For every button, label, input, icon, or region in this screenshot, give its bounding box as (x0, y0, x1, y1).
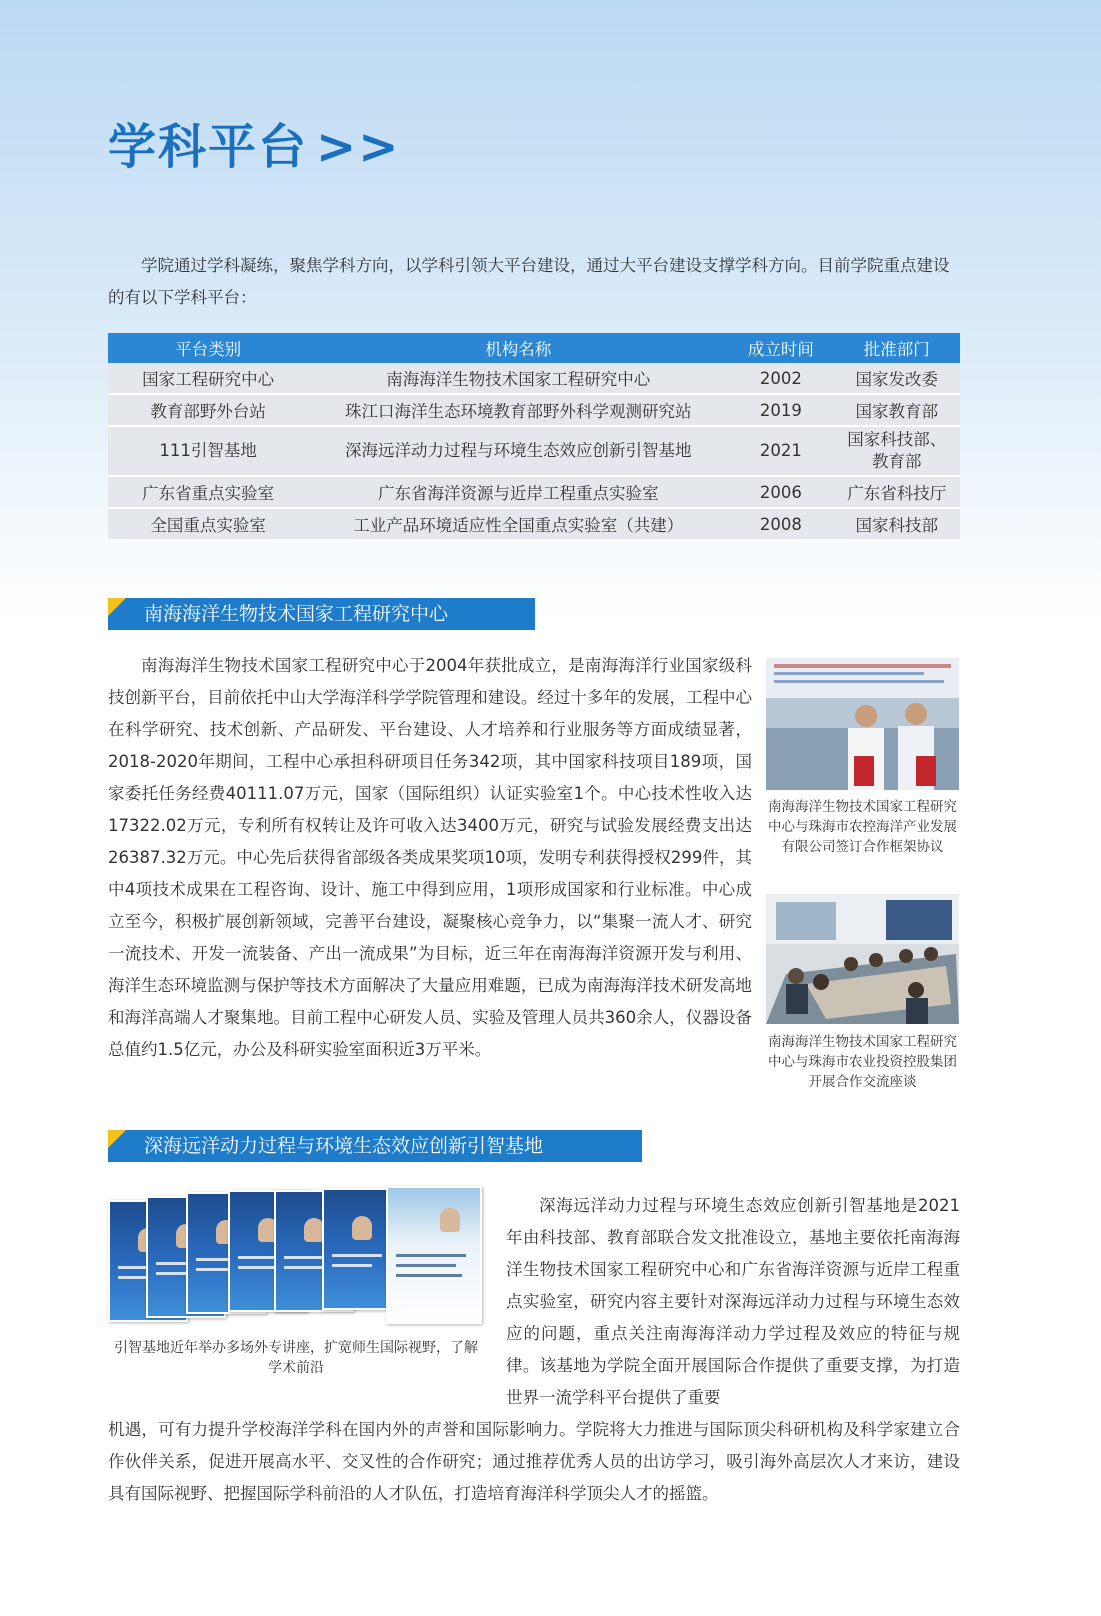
table-cell: 全国重点实验室 (108, 508, 308, 540)
table-header-cell: 批准部门 (834, 333, 961, 363)
title-chevron-icon: >> (316, 119, 401, 175)
table-header-cell: 机构名称 (308, 333, 728, 363)
table-cell: 广东省海洋资源与近岸工程重点实验室 (308, 476, 728, 508)
table-cell: 国家科技部、教育部 (834, 426, 961, 476)
section1-body: 南海海洋生物技术国家工程研究中心于2004年获批成立，是南海海洋行业国家级科技创新平台，目前依托中山大学海洋科学学院管理和建设。经过十多年的发展，工程中心在科学研究、技术创新、产品研发、平台建设、人才培养和行业服务等方面成绩显著，2018-2020年期间，工程中心承担科研项目任务342项，其中国家科技项目189项，国家委托任务经费40111.07万元，国家（国际组织）认证实验室1个。中心技术性收入达17322.02万元，专利所有权转让及许可收入达3400万元，研究与试验发展经费支出达26387.32万元。中心先后获得省部级各类成果奖项10项，发明专利获得授权299件，其中4项技术成果在工程咨询、设计、施工中得到应用，1项形成国家和行业标准。中心成立至今，积极扩展创新领域，完善平台建设，凝聚核心竞争力，以“集聚一流人才、研究一流技术、开发一流装备、产出一流成果”为目标，近三年在南海海洋资源开发与利用、海洋生态环境监测与保护等技术方面解决了大量应用难题，已成为南海海洋技术研发高地和海洋高端人才聚集地。目前工程中心研发人员、实验及管理人员共360余人，仪器设备总值约1.5亿元，办公及科研实验室面积近3万平米。 (108, 656, 752, 1059)
table-cell: 国家发改委 (834, 363, 961, 394)
section2-body-b: 机遇，可有力提升学校海洋学科在国内外的声誉和国际影响力。学院将大力推进与国际顶尖科研机构及科学家建立合作伙伴关系，促进开展高水平、交叉性的合作研究；通过推荐优秀人员的出访学习，吸引海外高层次人才来访，建设具有国际视野、把握国际学科前沿的人才队伍，打造培育海洋科学顶尖人才的摇篮。 (108, 1420, 960, 1503)
table-cell: 2002 (728, 363, 833, 394)
posters-caption: 引智基地近年举办多场外专讲座，扩宽师生国际视野，了解学术前沿 (114, 1340, 478, 1376)
table-cell: 2006 (728, 476, 833, 508)
table-row (108, 426, 960, 476)
meeting-photo (766, 894, 959, 1024)
lecture-poster-featured (386, 1186, 482, 1324)
table-cell: 国家教育部 (834, 394, 961, 426)
signing-photo (766, 658, 959, 790)
table-header-cell: 平台类别 (108, 333, 308, 363)
section1-heading-text: 南海海洋生物技术国家工程研究中心 (144, 603, 449, 625)
table-cell: 2019 (728, 394, 833, 426)
table-cell: 珠江口海洋生态环境教育部野外科学观测研究站 (308, 394, 728, 426)
table-header-cell: 成立时间 (728, 333, 833, 363)
table-cell: 2021 (728, 426, 833, 476)
signing-photo-caption: 南海海洋生物技术国家工程研究中心与珠海市农控海洋产业发展有限公司签订合作框架协议 (768, 799, 957, 855)
table-row (108, 394, 960, 426)
platform-table (108, 333, 960, 541)
table-cell: 工业产品环境适应性全国重点实验室（共建） (308, 508, 728, 540)
table-cell: 国家工程研究中心 (108, 363, 308, 394)
meeting-photo-caption: 南海海洋生物技术国家工程研究中心与珠海市农业投资控股集团开展合作交流座谈 (768, 1034, 957, 1090)
section2-heading-text: 深海远洋动力过程与环境生态效应创新引智基地 (144, 1135, 544, 1157)
table-row (108, 363, 960, 394)
page-title-text: 学科平台 (108, 119, 309, 175)
section1-heading (108, 598, 535, 630)
signing-photo-image (766, 658, 959, 790)
table-row (108, 476, 960, 508)
table-cell: 深海远洋动力过程与环境生态效应创新引智基地 (308, 426, 728, 476)
table-cell: 教育部野外台站 (108, 394, 308, 426)
section2-heading (108, 1130, 642, 1162)
table-cell: 广东省重点实验室 (108, 476, 308, 508)
meeting-photo-image (766, 894, 959, 1024)
table-header-row (108, 333, 960, 363)
page-title (108, 108, 400, 177)
table-cell: 南海海洋生物技术国家工程研究中心 (308, 363, 728, 394)
table-cell: 国家科技部 (834, 508, 961, 540)
table-cell: 广东省科技厅 (834, 476, 961, 508)
intro-paragraph: 学院通过学科凝练，聚焦学科方向，以学科引领大平台建设，通过大平台建设支撑学科方向。目前学院重点建设的有以下学科平台： (108, 256, 950, 307)
table-row (108, 508, 960, 540)
table-cell: 111引智基地 (108, 426, 308, 476)
section2-body-a: 深海远洋动力过程与环境生态效应创新引智基地是2021年由科技部、教育部联合发文批准设立，基地主要依托南海海洋生物技术国家工程研究中心和广东省海洋资源与近岸工程重点实验室，研究内容主要针对深海远洋动力过程与环境生态效应的问题，重点关注南海海洋动力学过程及效应的特征与规律。该基地为学院全面开展国际合作提供了重要支撑，为打造世界一流学科平台提供了重要 (506, 1196, 960, 1407)
table-cell: 2008 (728, 508, 833, 540)
